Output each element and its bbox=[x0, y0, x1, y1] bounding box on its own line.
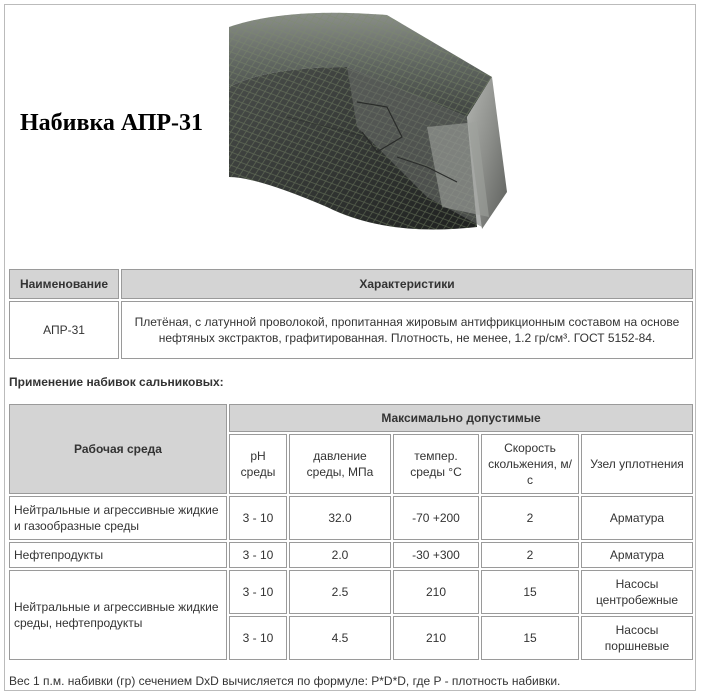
spec-header-name: Наименование bbox=[9, 269, 119, 299]
row-pressure: 4.5 bbox=[289, 616, 391, 660]
row-pressure: 32.0 bbox=[289, 496, 391, 540]
row-ph: 3 - 10 bbox=[229, 496, 287, 540]
row-ph: 3 - 10 bbox=[229, 542, 287, 568]
row-seal-unit: Арматура bbox=[581, 496, 693, 540]
spec-description-cell: Плетёная, с латунной проволокой, пропитанная жировым антифрикционным составом на основе нефтяных экстрактов, графитированная. Плотность, не менее, 1.2 гр/см³. ГОСТ 5152-84. bbox=[121, 301, 693, 359]
col-pressure: давление среды, МПа bbox=[289, 434, 391, 494]
row-ph: 3 - 10 bbox=[229, 570, 287, 614]
medium-header: Рабочая среда bbox=[9, 404, 227, 494]
col-temperature: темпер. среды °С bbox=[393, 434, 479, 494]
table-row bbox=[9, 570, 693, 614]
col-seal-unit: Узел уплотнения bbox=[581, 434, 693, 494]
row-seal-unit: Насосы поршневые bbox=[581, 616, 693, 660]
max-allowed-header: Максимально допустимые bbox=[229, 404, 693, 432]
product-photo bbox=[227, 7, 511, 259]
row-seal-unit: Насосы центробежные bbox=[581, 570, 693, 614]
application-heading: Применение набивок сальниковых: bbox=[9, 375, 224, 389]
row-ph: 3 - 10 bbox=[229, 616, 287, 660]
spec-header-characteristics: Характеристики bbox=[121, 269, 693, 299]
row-temperature: 210 bbox=[393, 616, 479, 660]
col-ph: pH среды bbox=[229, 434, 287, 494]
row-medium: Нефтепродукты bbox=[9, 542, 227, 568]
application-table bbox=[7, 402, 695, 662]
row-speed: 15 bbox=[481, 570, 579, 614]
row-medium: Нейтральные и агрессивные жидкие и газообразные среды bbox=[9, 496, 227, 540]
row-pressure: 2.0 bbox=[289, 542, 391, 568]
col-speed: Скорость скольжения, м/с bbox=[481, 434, 579, 494]
footer-note: Вес 1 п.м. набивки (гр) сечением DxD вычисляется по формуле: P*D*D, где P - плотность набивки. bbox=[9, 674, 561, 688]
table-row bbox=[9, 542, 693, 568]
row-pressure: 2.5 bbox=[289, 570, 391, 614]
row-speed: 2 bbox=[481, 542, 579, 568]
row-speed: 2 bbox=[481, 496, 579, 540]
spec-table bbox=[7, 267, 695, 361]
spec-name-cell: АПР-31 bbox=[9, 301, 119, 359]
row-speed: 15 bbox=[481, 616, 579, 660]
row-temperature: 210 bbox=[393, 570, 479, 614]
page-title: Набивка АПР-31 bbox=[20, 110, 203, 136]
table-row bbox=[9, 496, 693, 540]
row-temperature: -30 +300 bbox=[393, 542, 479, 568]
row-temperature: -70 +200 bbox=[393, 496, 479, 540]
row-seal-unit: Арматура bbox=[581, 542, 693, 568]
row-medium: Нейтральные и агрессивные жидкие среды, нефтепродукты bbox=[9, 570, 227, 660]
